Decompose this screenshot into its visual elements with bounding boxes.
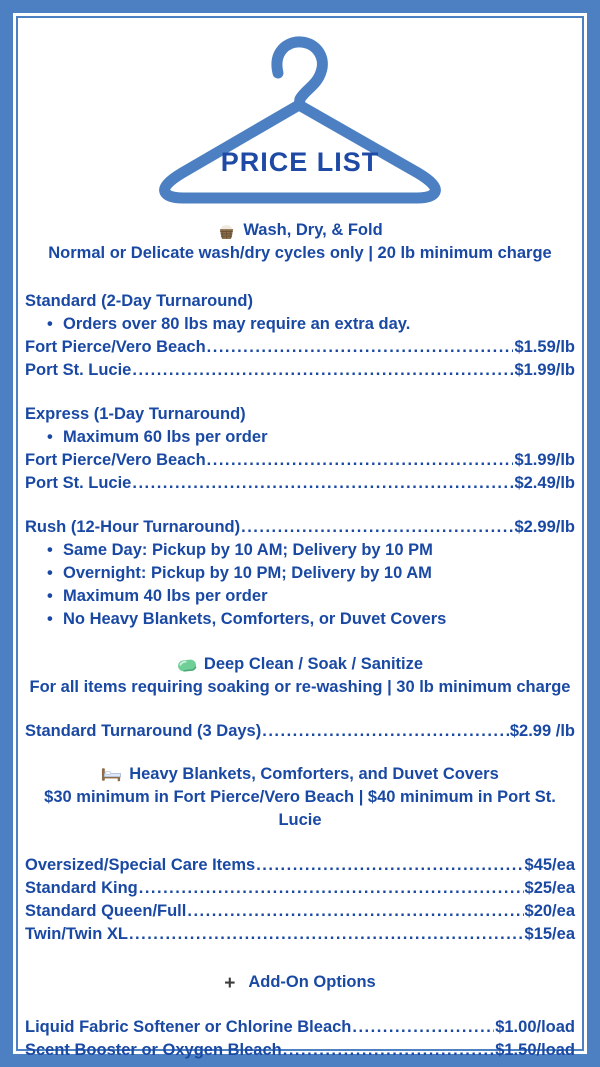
header-logo xyxy=(150,35,450,207)
price-row xyxy=(25,516,575,539)
tier-express-bullet: • Maximum 60 lbs per order xyxy=(25,426,575,449)
price-row xyxy=(25,854,575,877)
price-row-value: $45/ea xyxy=(524,856,575,874)
price-row-label: Liquid Fabric Softener or Chlorine Bleach xyxy=(25,1018,352,1036)
wash-section-title: Wash, Dry, & Fold xyxy=(243,221,383,239)
tier-standard xyxy=(25,290,575,382)
addons-heading-row xyxy=(25,971,575,994)
tier-rush xyxy=(25,516,575,631)
price-row xyxy=(25,449,575,472)
tier-rush-bullet: • Same Day: Pickup by 10 AM; Delivery by 10 PM xyxy=(25,539,575,562)
tier-express-title: Express (1-Day Turnaround) xyxy=(25,405,246,423)
price-row-label: Standard Queen/Full xyxy=(25,902,187,920)
tier-standard-title: Standard (2-Day Turnaround) xyxy=(25,292,253,310)
price-row-value: $1.99/lb xyxy=(514,361,575,379)
price-row-value: $1.59/lb xyxy=(514,338,575,356)
price-row xyxy=(25,359,575,382)
dot-leader xyxy=(139,877,524,900)
section-addons-header xyxy=(25,971,575,994)
price-row-label: Rush (12-Hour Turnaround) xyxy=(25,518,241,536)
price-row-value: $1.99/lb xyxy=(514,451,575,469)
heavy-heading-row xyxy=(25,763,575,786)
heavy-pricing xyxy=(25,854,575,946)
deep-clean-heading-row xyxy=(25,653,575,676)
dot-leader xyxy=(256,854,523,877)
price-list-document xyxy=(19,19,581,1059)
price-row xyxy=(25,877,575,900)
deep-clean-pricing xyxy=(25,720,575,743)
price-row xyxy=(25,1016,575,1039)
laundry-basket-icon xyxy=(217,222,236,240)
addons-section-title: Add-On Options xyxy=(248,973,376,991)
price-row-value: $1.50/load xyxy=(495,1041,575,1059)
page-title: PRICE LIST xyxy=(220,147,380,177)
dot-leader xyxy=(207,336,514,359)
price-row-label: Port St. Lucie xyxy=(25,361,132,379)
dot-leader xyxy=(262,720,509,743)
price-row xyxy=(25,923,575,946)
dot-leader xyxy=(132,359,513,382)
price-row-label: Standard Turnaround (3 Days) xyxy=(25,722,262,740)
price-row-label: Port St. Lucie xyxy=(25,474,132,492)
price-row-value: $2.99 /lb xyxy=(509,722,575,740)
addons-pricing xyxy=(25,1016,575,1062)
price-row-label: Standard King xyxy=(25,879,138,897)
section-wash-dry-fold-header xyxy=(25,219,575,265)
plus-icon: + xyxy=(224,973,236,994)
dot-leader xyxy=(241,516,513,539)
tier-rush-bullet: • No Heavy Blankets, Comforters, or Duvet Covers xyxy=(25,608,575,631)
price-row-label: Twin/Twin XL xyxy=(25,925,128,943)
tier-standard-bullet: • Orders over 80 lbs may require an extra day. xyxy=(25,313,575,336)
price-row-value: $2.49/lb xyxy=(514,474,575,492)
bed-icon xyxy=(101,767,122,782)
tier-express xyxy=(25,403,575,495)
price-row-label: Oversized/Special Care Items xyxy=(25,856,256,874)
price-row-label: Scent Booster or Oxygen Bleach xyxy=(25,1041,282,1059)
price-row xyxy=(25,336,575,359)
dot-leader xyxy=(352,1016,494,1039)
section-heavy-blankets-header xyxy=(25,763,575,832)
dot-leader xyxy=(132,472,513,495)
wash-section-subtitle: Normal or Delicate wash/dry cycles only | 20 lb minimum charge xyxy=(48,244,552,262)
dot-leader xyxy=(283,1039,494,1062)
price-row-value: $1.00/load xyxy=(495,1018,575,1036)
price-row-value: $2.99/lb xyxy=(514,518,575,536)
heavy-section-subtitle: $30 minimum in Fort Pierce/Vero Beach | $40 minimum in Port St. Lucie xyxy=(44,788,556,829)
price-row-label: Fort Pierce/Vero Beach xyxy=(25,338,206,356)
hanger-icon xyxy=(150,35,450,207)
tier-rush-bullet: • Maximum 40 lbs per order xyxy=(25,585,575,608)
price-row xyxy=(25,720,575,743)
price-row-value: $20/ea xyxy=(524,902,575,920)
wash-heading-row xyxy=(25,219,575,242)
dot-leader xyxy=(187,900,523,923)
price-row xyxy=(25,1039,575,1062)
dot-leader xyxy=(129,923,524,946)
section-deep-clean-header xyxy=(25,653,575,699)
price-row-value: $25/ea xyxy=(524,879,575,897)
price-row-value: $15/ea xyxy=(524,925,575,943)
deep-clean-section-subtitle: For all items requiring soaking or re-washing | 30 lb minimum charge xyxy=(29,678,571,696)
dot-leader xyxy=(207,449,514,472)
deep-clean-section-title: Deep Clean / Soak / Sanitize xyxy=(203,655,424,673)
price-row-label: Fort Pierce/Vero Beach xyxy=(25,451,206,469)
tier-rush-bullet: • Overnight: Pickup by 10 PM; Delivery by 10 AM xyxy=(25,562,575,585)
soap-icon xyxy=(177,658,197,672)
price-row xyxy=(25,472,575,495)
price-row xyxy=(25,900,575,923)
heavy-section-title: Heavy Blankets, Comforters, and Duvet Covers xyxy=(129,765,499,783)
